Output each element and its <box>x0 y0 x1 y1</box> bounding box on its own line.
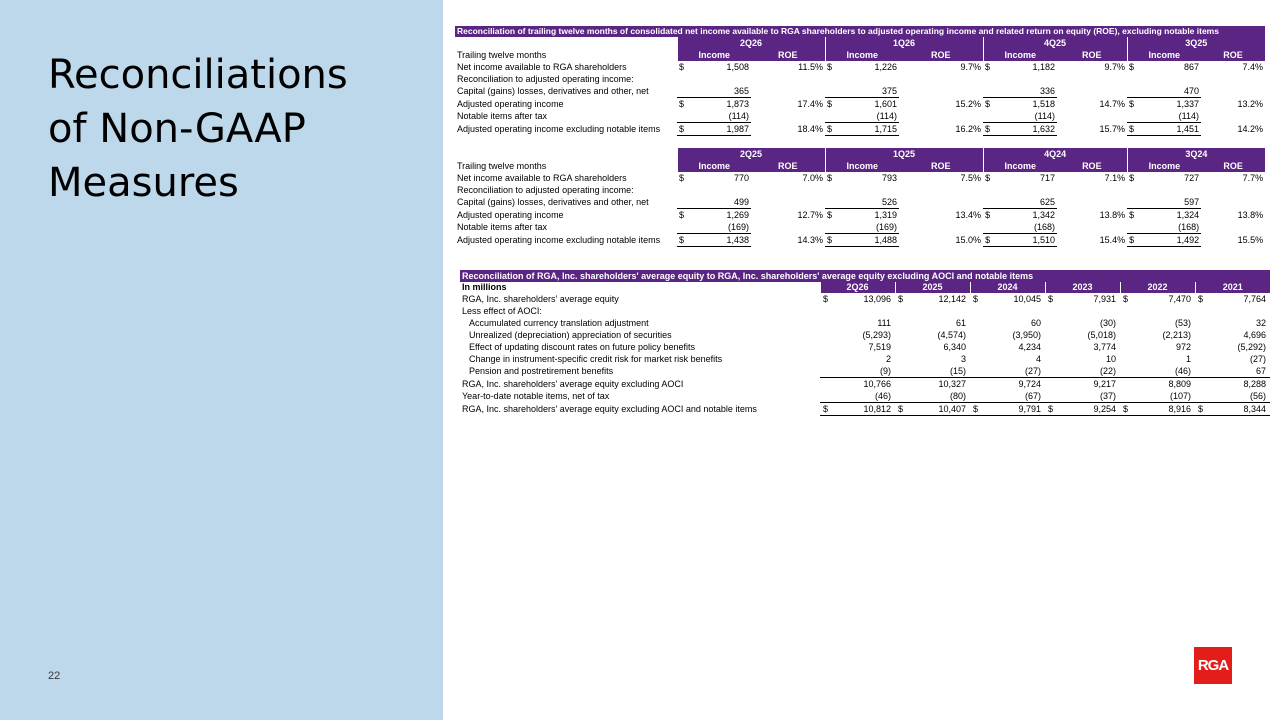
equity-value: 32 <box>1256 318 1267 328</box>
roe-header: ROE <box>1057 49 1127 61</box>
income-header: Income <box>825 160 899 172</box>
roe-value: 13.8% <box>1237 209 1264 220</box>
year-header: 2022 <box>1120 282 1195 293</box>
dollar-sign: $ <box>1198 294 1204 304</box>
dollar-sign: $ <box>677 234 691 247</box>
table-row <box>460 378 1270 391</box>
dollar-sign: $ <box>1129 62 1135 72</box>
income-value: (114) <box>997 110 1057 123</box>
income-header: Income <box>1127 160 1201 172</box>
income-value: 1,342 <box>1032 210 1056 220</box>
roe-value: 13.4% <box>955 209 982 220</box>
subheader-row <box>455 49 1265 61</box>
table-row <box>455 123 1265 136</box>
roe-header: ROE <box>1057 160 1127 172</box>
row-label: Change in instrument-specific credit risk for market risk benefits <box>469 354 723 364</box>
equity-value: 8,809 <box>1134 378 1195 391</box>
table-row <box>455 184 1265 196</box>
equity-value: (56) <box>1209 390 1270 403</box>
income-value: (168) <box>997 221 1057 234</box>
table-row <box>460 305 1270 317</box>
row-label: Effect of updating discount rates on future policy benefits <box>469 342 695 352</box>
income-value: 717 <box>1040 173 1056 183</box>
dollar-sign: $ <box>679 210 685 220</box>
dollar-sign: $ <box>827 173 833 183</box>
table-row <box>455 209 1265 222</box>
dollar-sign: $ <box>1129 173 1135 183</box>
equity-value: (107) <box>1134 390 1195 403</box>
equity-value: (80) <box>909 390 970 403</box>
dollar-sign: $ <box>827 62 833 72</box>
row-label: Accumulated currency translation adjustment <box>469 318 649 328</box>
roe-header: ROE <box>1201 49 1265 61</box>
dollar-sign: $ <box>827 210 833 220</box>
year-header-row <box>460 282 1270 293</box>
equity-value: (37) <box>1059 390 1120 403</box>
period-header: 2Q25 <box>677 148 825 160</box>
equity-value: (15) <box>909 365 970 378</box>
roe-value: 9.7% <box>960 62 981 72</box>
roe-value: 7.0% <box>802 173 824 183</box>
row-label: Notable items after tax <box>457 111 548 122</box>
dollar-sign: $ <box>1195 403 1209 416</box>
equity-reconciliation-table <box>460 270 1270 416</box>
equity-value: (4,574) <box>937 330 966 340</box>
roe-value: 15.4% <box>1099 235 1126 245</box>
row-label: Notable items after tax <box>457 222 548 233</box>
income-value: 1,873 <box>726 99 749 109</box>
dollar-sign: $ <box>1127 234 1141 247</box>
row-label: RGA, Inc. shareholders' average equity excluding AOCI <box>462 378 684 389</box>
income-header: Income <box>677 160 751 172</box>
roe-value: 16.2% <box>955 124 981 134</box>
row-label: Adjusted operating income <box>457 98 564 109</box>
dollar-sign: $ <box>1127 123 1141 136</box>
equity-value: 10,812 <box>834 403 895 416</box>
dollar-sign: $ <box>983 123 997 136</box>
equity-value: 7,519 <box>868 342 891 352</box>
table-row <box>455 61 1265 73</box>
income-header: Income <box>983 49 1057 61</box>
table-title-row <box>455 26 1265 37</box>
rga-logo: RGA <box>1194 647 1232 684</box>
dollar-sign: $ <box>985 99 991 109</box>
row-label: Less effect of AOCI: <box>462 306 542 316</box>
dollar-sign: $ <box>820 403 834 416</box>
table-row <box>455 110 1265 123</box>
equity-value: (5,018) <box>1087 330 1116 340</box>
period-header: 3Q24 <box>1127 148 1265 160</box>
table-row <box>460 341 1270 353</box>
income-value: 1,508 <box>726 62 749 72</box>
roe-header: ROE <box>1201 160 1265 172</box>
roe-reconciliation-table-2 <box>455 148 1265 247</box>
roe-value: 13.8% <box>1099 209 1126 220</box>
period-header: 1Q26 <box>825 37 983 49</box>
dollar-sign: $ <box>1123 294 1129 304</box>
equity-value: 9,254 <box>1059 403 1120 416</box>
income-value: 1,715 <box>839 123 899 136</box>
income-value: 1,226 <box>874 62 897 72</box>
income-value: 365 <box>691 85 751 98</box>
income-value: 1,324 <box>1176 210 1200 220</box>
row-label: Reconciliation to adjusted operating income: <box>457 74 634 84</box>
slide-title: Reconciliations of Non-GAAP Measures <box>48 52 348 206</box>
equity-value: 10,407 <box>909 403 970 416</box>
page-number: 22 <box>48 670 61 682</box>
equity-value: 8,916 <box>1134 403 1195 416</box>
dollar-sign: $ <box>825 123 839 136</box>
equity-value: 9,724 <box>984 378 1045 391</box>
income-value: (114) <box>1141 110 1201 123</box>
income-value: 1,269 <box>726 210 749 220</box>
table-row <box>460 293 1270 305</box>
row-label: Trailing twelve months <box>457 161 547 171</box>
roe-value: 7.1% <box>1104 173 1126 183</box>
period-header: 2Q26 <box>677 37 825 49</box>
equity-value: 12,142 <box>938 294 966 304</box>
roe-value: 12.7% <box>797 209 824 220</box>
year-header: 2025 <box>895 282 970 293</box>
table-title: Reconciliation of RGA, Inc. shareholders' average equity to RGA, Inc. shareholders' average equity excluding AOCI and notable items <box>460 270 1270 282</box>
dollar-sign: $ <box>973 294 979 304</box>
income-value: 1,632 <box>997 123 1057 136</box>
equity-value: 4 <box>1035 354 1041 364</box>
equity-value: 10,327 <box>909 378 970 391</box>
dollar-sign: $ <box>679 62 685 72</box>
roe-header: ROE <box>899 160 983 172</box>
roe-value: 15.7% <box>1099 124 1125 134</box>
table-row <box>460 365 1270 378</box>
roe-value: 17.4% <box>797 98 823 109</box>
dollar-sign: $ <box>679 173 685 183</box>
income-value: 1,601 <box>874 99 897 109</box>
equity-value: (27) <box>1250 354 1267 364</box>
income-value: (169) <box>691 221 751 234</box>
income-value: 1,182 <box>1032 62 1055 72</box>
roe-value: 14.3% <box>797 235 824 245</box>
row-label: Net income available to RGA shareholders <box>457 62 627 72</box>
income-value: 375 <box>839 85 899 98</box>
equity-value: (46) <box>834 390 895 403</box>
equity-value: 7,764 <box>1243 294 1267 304</box>
subheader-row <box>455 160 1265 172</box>
table-row <box>455 196 1265 209</box>
table-row <box>455 172 1265 184</box>
equity-value: (5,293) <box>862 330 891 340</box>
income-value: (114) <box>691 110 751 123</box>
table-row <box>455 85 1265 98</box>
unit-label: In millions <box>462 282 507 292</box>
equity-value: 61 <box>955 318 966 328</box>
income-value: 336 <box>997 85 1057 98</box>
equity-value: (30) <box>1099 318 1116 328</box>
equity-value: 111 <box>877 318 891 328</box>
equity-value: (5,292) <box>1237 342 1267 352</box>
year-header: 2021 <box>1195 282 1270 293</box>
row-label: Pension and postretirement benefits <box>469 366 614 377</box>
income-value: 867 <box>1183 62 1199 72</box>
period-header-row <box>455 148 1265 160</box>
dollar-sign: $ <box>679 99 685 109</box>
roe-value: 13.2% <box>1237 98 1263 109</box>
income-value: 793 <box>882 173 898 183</box>
income-value: 597 <box>1141 196 1201 209</box>
row-label: Capital (gains) losses, derivatives and other, net <box>457 197 649 208</box>
table-row <box>455 234 1265 247</box>
year-header: 2023 <box>1045 282 1120 293</box>
equity-value: 10,045 <box>1013 294 1041 304</box>
equity-value: 3 <box>960 354 966 364</box>
income-value: 727 <box>1184 173 1200 183</box>
dollar-sign: $ <box>970 403 984 416</box>
table-row <box>455 98 1265 111</box>
dollar-sign: $ <box>898 294 904 304</box>
equity-value: (67) <box>984 390 1045 403</box>
income-value: 1,518 <box>1032 99 1055 109</box>
income-value: 1,337 <box>1176 99 1199 109</box>
income-value: 625 <box>997 196 1057 209</box>
dollar-sign: $ <box>825 234 839 247</box>
equity-value: 3,774 <box>1093 342 1116 352</box>
table-title-row <box>460 270 1270 282</box>
equity-value: 972 <box>1175 342 1191 352</box>
equity-value: 9,217 <box>1059 378 1120 391</box>
period-header: 4Q25 <box>983 37 1127 49</box>
income-value: (169) <box>839 221 899 234</box>
dollar-sign: $ <box>895 403 909 416</box>
income-header: Income <box>1127 49 1201 61</box>
income-value: 1,510 <box>997 234 1057 247</box>
row-label: Capital (gains) losses, derivatives and other, net <box>457 86 649 97</box>
roe-value: 7.5% <box>960 173 982 183</box>
roe-header: ROE <box>751 160 825 172</box>
roe-value: 9.7% <box>1104 62 1125 72</box>
equity-value: 9,791 <box>984 403 1045 416</box>
row-label: Adjusted operating income <box>457 209 564 220</box>
income-value: 770 <box>733 173 749 183</box>
equity-value: (27) <box>984 365 1045 378</box>
equity-value: 10,766 <box>834 378 895 391</box>
year-header: 2Q26 <box>820 282 895 293</box>
period-header: 3Q25 <box>1127 37 1265 49</box>
table-row <box>460 329 1270 341</box>
roe-value: 15.5% <box>1237 235 1264 245</box>
equity-value: 4,696 <box>1243 330 1267 340</box>
equity-value: (53) <box>1174 318 1191 328</box>
table-row <box>460 403 1270 416</box>
table-title: Reconciliation of trailing twelve months of consolidated net income available to RGA shareholders to adjusted operating income and related return on equity (ROE), excluding notable items <box>455 26 1265 37</box>
row-label: Net income available to RGA shareholders <box>457 173 627 183</box>
equity-value: (22) <box>1059 365 1120 378</box>
dollar-sign: $ <box>1129 210 1135 220</box>
table-row <box>455 73 1265 85</box>
roe-value: 11.5% <box>798 62 823 72</box>
row-label: Year-to-date notable items, net of tax <box>462 391 610 402</box>
dollar-sign: $ <box>677 123 691 136</box>
row-label: RGA, Inc. shareholders' average equity <box>462 294 619 304</box>
income-value: 499 <box>691 196 751 209</box>
equity-value: 8,288 <box>1209 378 1270 391</box>
roe-value: 7.4% <box>1242 62 1263 72</box>
dollar-sign: $ <box>1048 294 1054 304</box>
row-label: RGA, Inc. shareholders' average equity excluding AOCI and notable items <box>462 404 757 414</box>
year-header: 2024 <box>970 282 1045 293</box>
equity-value: (46) <box>1134 365 1195 378</box>
roe-value: 15.0% <box>955 235 982 245</box>
equity-value: 1 <box>1185 354 1191 364</box>
income-value: 470 <box>1141 85 1201 98</box>
row-label: Adjusted operating income excluding notable items <box>457 124 661 134</box>
income-value: 1,492 <box>1141 234 1201 247</box>
equity-value: 6,340 <box>943 342 966 352</box>
dollar-sign: $ <box>1129 99 1135 109</box>
income-value: 1,987 <box>691 123 751 136</box>
table-row <box>460 390 1270 403</box>
row-label: Unrealized (depreciation) appreciation of securities <box>469 330 672 340</box>
equity-value: 7,931 <box>1093 294 1116 304</box>
dollar-sign: $ <box>985 210 991 220</box>
table-row <box>460 353 1270 365</box>
income-value: (168) <box>1141 221 1201 234</box>
equity-value: 7,470 <box>1168 294 1191 304</box>
roe-value: 7.7% <box>1242 173 1264 183</box>
table-row <box>460 317 1270 329</box>
income-header: Income <box>825 49 899 61</box>
income-value: 526 <box>839 196 899 209</box>
income-value: (114) <box>839 110 899 123</box>
dollar-sign: $ <box>827 99 833 109</box>
equity-value: 67 <box>1209 365 1270 378</box>
income-value: 1,319 <box>874 210 898 220</box>
period-header: 1Q25 <box>825 148 983 160</box>
income-value: 1,438 <box>691 234 751 247</box>
roe-header: ROE <box>899 49 983 61</box>
roe-reconciliation-table-1 <box>455 26 1265 136</box>
income-header: Income <box>677 49 751 61</box>
equity-value: (9) <box>834 365 895 378</box>
income-value: 1,451 <box>1141 123 1201 136</box>
row-label: Adjusted operating income excluding notable items <box>457 235 661 245</box>
income-header: Income <box>983 160 1057 172</box>
equity-value: 10 <box>1105 354 1116 364</box>
income-value: 1,488 <box>839 234 899 247</box>
roe-value: 15.2% <box>955 98 981 109</box>
period-header-row <box>455 37 1265 49</box>
row-label: Reconciliation to adjusted operating income: <box>457 185 634 195</box>
roe-header: ROE <box>751 49 825 61</box>
equity-value: 8,344 <box>1209 403 1270 416</box>
dollar-sign: $ <box>1120 403 1134 416</box>
dollar-sign: $ <box>983 234 997 247</box>
equity-value: 4,234 <box>1018 342 1041 352</box>
equity-value: 13,096 <box>863 294 891 304</box>
dollar-sign: $ <box>985 173 991 183</box>
equity-value: 60 <box>1030 318 1041 328</box>
table-row <box>455 221 1265 234</box>
equity-value: (2,213) <box>1162 330 1191 340</box>
dollar-sign: $ <box>1045 403 1059 416</box>
roe-value: 14.7% <box>1099 98 1125 109</box>
roe-value: 18.4% <box>797 124 823 134</box>
row-label: Trailing twelve months <box>457 50 547 60</box>
equity-value: (3,950) <box>1012 330 1041 340</box>
dollar-sign: $ <box>823 294 829 304</box>
roe-value: 14.2% <box>1237 124 1263 134</box>
period-header: 4Q24 <box>983 148 1127 160</box>
equity-value: 2 <box>885 354 891 364</box>
dollar-sign: $ <box>985 62 991 72</box>
